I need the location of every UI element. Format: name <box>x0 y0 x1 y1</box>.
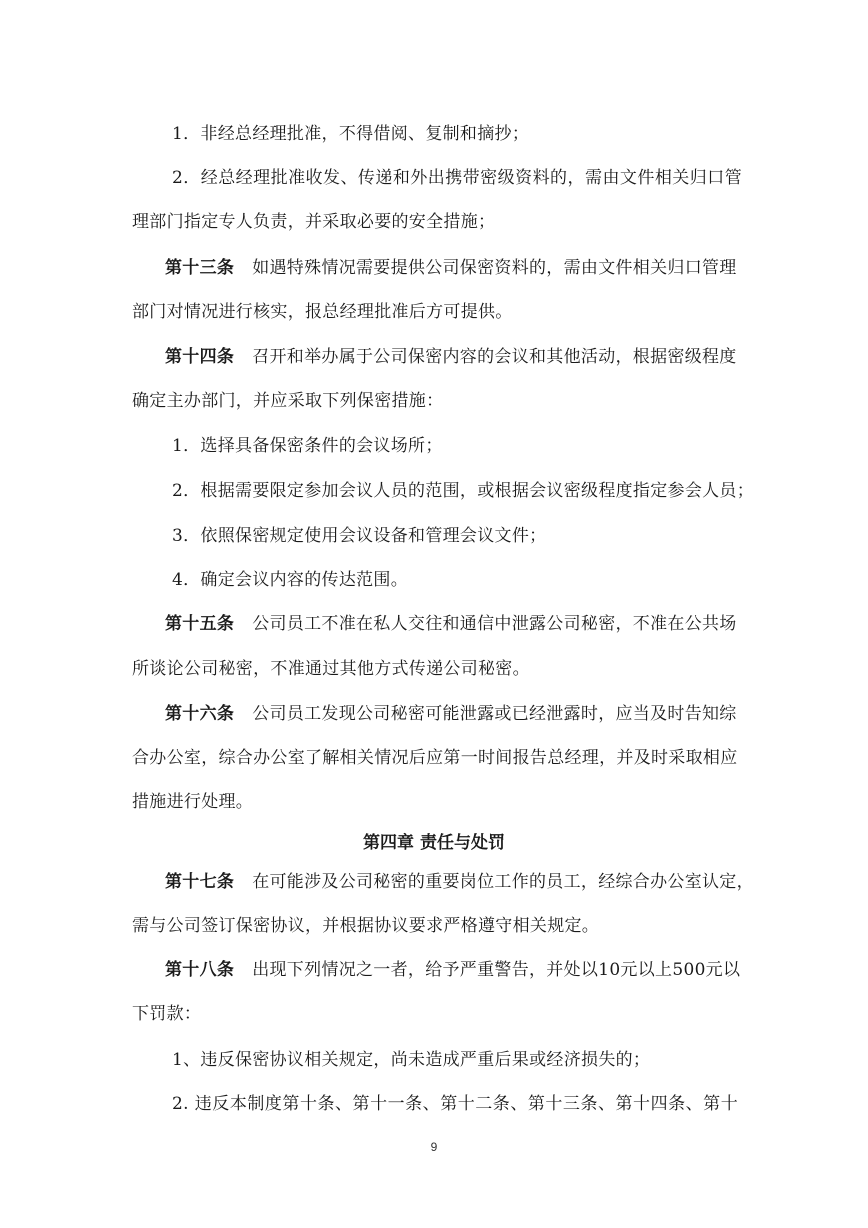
paragraph-line <box>165 704 735 724</box>
text-line: 确定主办部门，并应采取下列保密措施： <box>132 391 444 411</box>
article-label: 第十七条 <box>165 872 235 892</box>
article-label: 第十六条 <box>165 704 235 724</box>
article-label: 第十三条 <box>165 258 235 278</box>
list-item: 1、违反保密协议相关规定，尚未造成严重后果或经济损失的； <box>172 1050 651 1070</box>
text-line: 2．经总经理批准收发、传递和外出携带密级资料的，需由文件相关归口管 <box>172 168 742 188</box>
list-item: 3．依照保密规定使用会议设备和管理会议文件； <box>172 526 547 546</box>
text-line: 部门对情况进行核实，报总经理批准后方可提供。 <box>132 302 513 322</box>
text-line: 合办公室，综合办公室了解相关情况后应第一时间报告总经理，并及时采取相应 <box>132 748 738 768</box>
text-line: 理部门指定专人负责，并采取必要的安全措施； <box>132 212 496 232</box>
text-line: 在可能涉及公司秘密的重要岗位工作的员工，经综合办公室认定， <box>252 872 754 892</box>
list-item <box>172 124 529 144</box>
text-line: 所谈论公司秘密，不准通过其他方式传递公司秘密。 <box>132 659 530 679</box>
paragraph-line <box>165 258 735 278</box>
list-item: 4．确定会议内容的传达范围。 <box>172 570 409 590</box>
text-line: 公司员工发现公司秘密可能泄露或已经泄露时，应当及时告知综 <box>252 704 737 724</box>
text-line: 出现下列情况之一者，给予严重警告，并处以10元以上500元以 <box>252 960 741 980</box>
paragraph-line <box>165 872 754 892</box>
list-item: 2. 违反本制度第十条、第十一条、第十二条、第十三条、第十四条、第十 <box>172 1094 738 1114</box>
text-line: 措施进行处理。 <box>132 792 254 812</box>
chapter-heading: 第四章 责任与处罚 <box>363 833 505 853</box>
text-line: 如遇特殊情况需要提供公司保密资料的，需由文件相关归口管理 <box>252 258 737 278</box>
article-label: 第十四条 <box>165 347 235 367</box>
list-item: 2．根据需要限定参加会议人员的范围，或根据会议密级程度指定参会人员； <box>172 481 755 501</box>
list-item: 1．选择具备保密条件的会议场所； <box>172 436 443 456</box>
text-line: 下罚款： <box>132 1004 202 1024</box>
text-line: 公司员工不准在私人交往和通信中泄露公司秘密，不准在公共场 <box>252 614 737 634</box>
list-item <box>172 168 742 188</box>
text-line: 召开和举办属于公司保密内容的会议和其他活动，根据密级程度 <box>252 347 737 367</box>
text-line: 需与公司签订保密协议，并根据协议要求严格遵守相关规定。 <box>132 916 600 936</box>
article-label: 第十五条 <box>165 614 235 634</box>
paragraph-line <box>165 960 741 980</box>
paragraph-line <box>165 347 735 367</box>
paragraph-line <box>165 614 735 634</box>
page-number: 9 <box>430 1140 438 1154</box>
text-line: 1．非经总经理批准，不得借阅、复制和摘抄； <box>172 124 530 144</box>
article-label: 第十八条 <box>165 960 235 980</box>
